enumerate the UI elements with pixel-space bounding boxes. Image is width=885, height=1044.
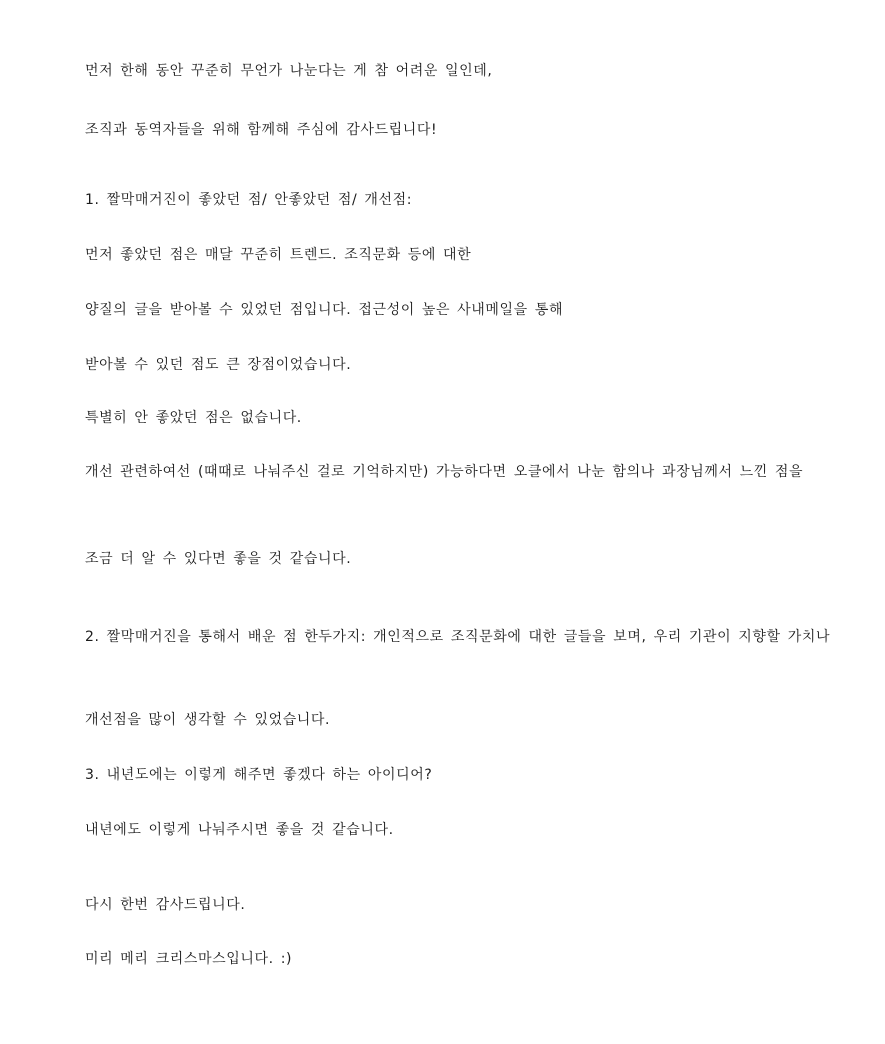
section-1-heading: 1. 짤막매거진이 좋았던 점/ 안좋았던 점/ 개선점: — [85, 192, 413, 208]
text-line: 개선점을 많이 생각할 수 있었습니다. — [85, 712, 331, 728]
section-2-paragraph: 2. 짤막매거진을 통해서 배운 점 한두가지: 개인적으로 조직문화에 대한 글들을 보며, 우리 기관이 지향할 가치나 — [85, 629, 831, 645]
text-line: 먼저 좋았던 점은 매달 꾸준히 트렌드. 조직문화 등에 대한 — [85, 247, 472, 263]
text-line: 내년에도 이렇게 나눠주시면 좋을 것 같습니다. — [85, 822, 394, 838]
section-3-heading: 3. 내년도에는 이렇게 해주면 좋겠다 하는 아이디어? — [85, 767, 433, 783]
closing-line: 다시 한번 감사드립니다. — [85, 897, 246, 913]
text-line: 조금 더 알 수 있다면 좋을 것 같습니다. — [85, 551, 352, 567]
text-line: 받아볼 수 있던 점도 큰 장점이었습니다. — [85, 357, 352, 373]
text-line: 조직과 동역자들을 위해 함께해 주심에 감사드립니다! — [85, 122, 438, 138]
closing-line: 미리 메리 크리스마스입니다. :) — [85, 951, 293, 967]
text-paragraph: 개선 관련하여선 (때때로 나눠주신 걸로 기억하지만) 가능하다면 오클에서 나눈 함의나 과장님께서 느낀 점을 — [85, 464, 804, 480]
text-line: 특별히 안 좋았던 점은 없습니다. — [85, 410, 302, 426]
text-line: 먼저 한해 동안 꾸준히 무언가 나눈다는 게 참 어려운 일인데, — [85, 63, 493, 79]
text-line: 양질의 글을 받아볼 수 있었던 점입니다. 접근성이 높은 사내메일을 통해 — [85, 302, 564, 318]
